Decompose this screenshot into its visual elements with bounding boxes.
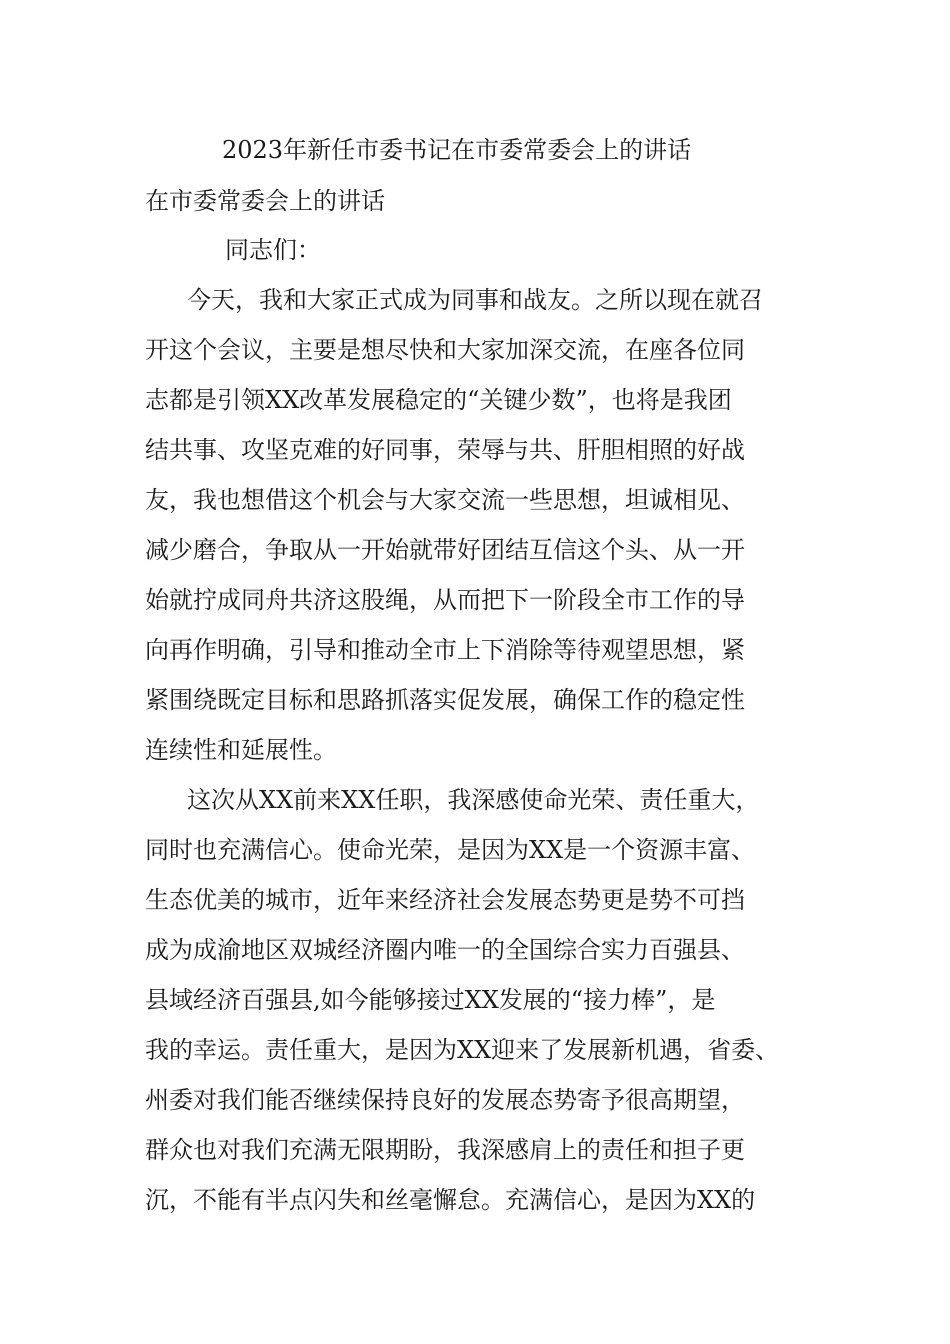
paragraph-line: 沉，不能有半点闪失和丝毫懈怠。充满信心，是因为XX的	[145, 1186, 756, 1214]
paragraph-line: 同时也充满信心。使命光荣，是因为XX是一个资源丰富、	[145, 836, 756, 864]
salutation: 同志们：	[225, 236, 321, 264]
paragraph-line: 群众也对我们充满无限期盼，我深感肩上的责任和担子更	[145, 1136, 745, 1164]
paragraph-1	[145, 275, 845, 775]
document-title: 2023年新任市委书记在市委常委会上的讲话	[222, 136, 692, 164]
paragraph-2	[145, 775, 845, 1225]
paragraph-line: 成为成渝地区双城经济圈内唯一的全国综合实力百强县、	[145, 936, 745, 964]
paragraph-line: 友，我也想借这个机会与大家交流一些思想，坦诚相见、	[145, 486, 745, 514]
paragraph-line: 开这个会议，主要是想尽快和大家加深交流，在座各位同	[145, 336, 745, 364]
paragraph-line: 连续性和延展性。	[145, 736, 337, 764]
paragraph-line: 紧围绕既定目标和思路抓落实促发展，确保工作的稳定性	[145, 686, 745, 714]
paragraph-line: 州委对我们能否继续保持良好的发展态势寄予很高期望，	[145, 1086, 745, 1114]
paragraph-line: 我的幸运。责任重大，是因为XX迎来了发展新机遇，省委、	[145, 1036, 780, 1064]
paragraph-line: 减少磨合，争取从一开始就带好团结互信这个头、从一开	[145, 536, 745, 564]
paragraph-line: 今天，我和大家正式成为同事和战友。之所以现在就召	[187, 286, 763, 314]
paragraph-line: 志都是引领XX改革发展稳定的“关键少数”，也将是我团	[145, 386, 732, 414]
paragraph-line: 这次从XX前来XX任职，我深感使命光荣、责任重大，	[187, 786, 760, 814]
paragraph-line: 生态优美的城市，近年来经济社会发展态势更是势不可挡	[145, 886, 745, 914]
paragraph-line: 结共事、攻坚克难的好同事，荣辱与共、肝胆相照的好战	[145, 436, 745, 464]
paragraph-line: 始就拧成同舟共济这股绳，从而把下一阶段全市工作的导	[145, 586, 745, 614]
document-subtitle: 在市委常委会上的讲话	[145, 187, 385, 215]
paragraph-line: 县域经济百强县,如今能够接过XX发展的“接力棒”，是	[145, 986, 716, 1014]
paragraph-line: 向再作明确，引导和推动全市上下消除等待观望思想，紧	[145, 636, 745, 664]
